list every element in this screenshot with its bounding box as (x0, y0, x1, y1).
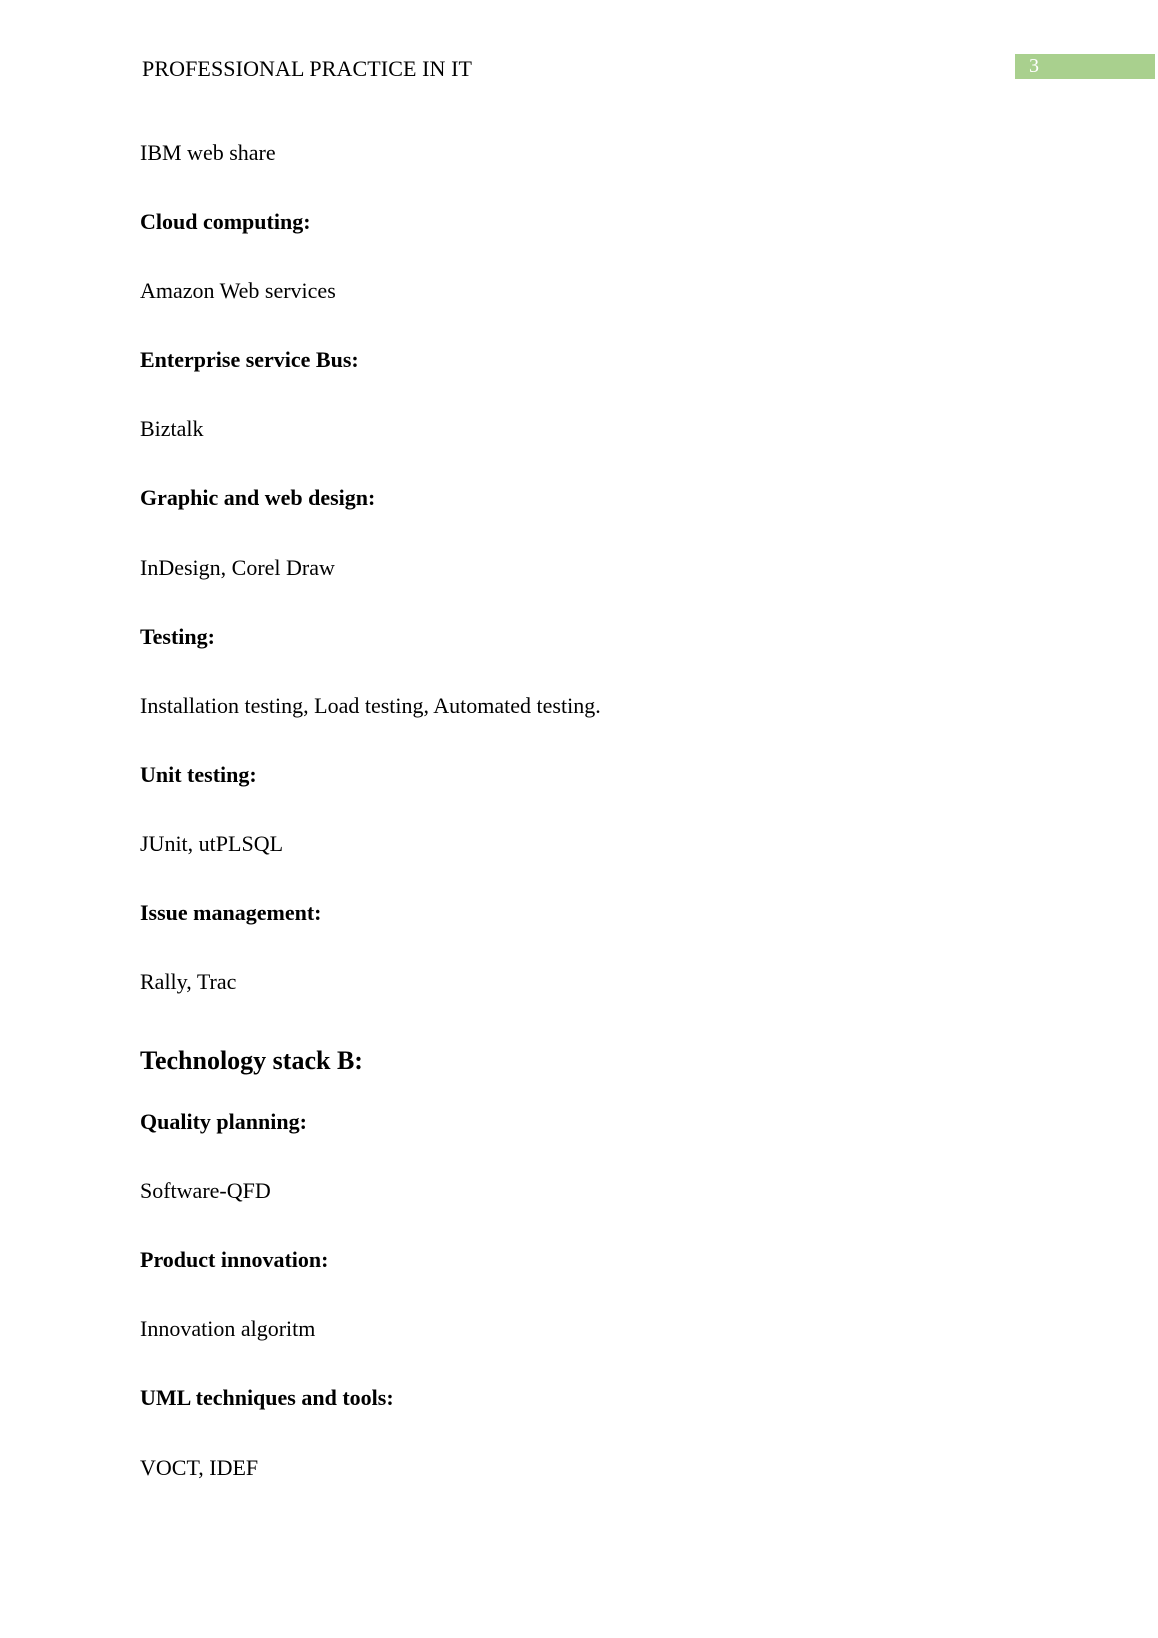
paragraph-software-qfd: Software-QFD (140, 1178, 271, 1203)
paragraph-biztalk: Biztalk (140, 416, 204, 441)
section-label-uml-techniques: UML techniques and tools: (140, 1385, 394, 1410)
section-label-issue-management: Issue management: (140, 900, 322, 925)
paragraph-indesign-corel-draw: InDesign, Corel Draw (140, 555, 335, 580)
paragraph-ibm-web-share: IBM web share (140, 140, 276, 165)
section-label-unit-testing: Unit testing: (140, 762, 257, 787)
page-number: 3 (1015, 54, 1155, 79)
page-header (0, 0, 1158, 100)
heading-technology-stack-b: Technology stack B: (140, 1046, 363, 1075)
running-head: PROFESSIONAL PRACTICE IN IT (142, 56, 473, 81)
section-label-graphic-web-design: Graphic and web design: (140, 485, 376, 510)
paragraph-amazon-web-services: Amazon Web services (140, 278, 336, 303)
section-label-quality-planning: Quality planning: (140, 1109, 307, 1134)
section-label-testing: Testing: (140, 624, 215, 649)
paragraph-voct-idef: VOCT, IDEF (140, 1455, 259, 1480)
section-label-enterprise-service-bus: Enterprise service Bus: (140, 347, 359, 372)
paragraph-testing-types: Installation testing, Load testing, Automated testing. (140, 693, 601, 718)
paragraph-junit-utplsql: JUnit, utPLSQL (140, 831, 284, 856)
paragraph-innovation-algoritm: Innovation algoritm (140, 1316, 316, 1341)
paragraph-rally-trac: Rally, Trac (140, 969, 237, 994)
section-label-product-innovation: Product innovation: (140, 1247, 329, 1272)
section-label-cloud-computing: Cloud computing: (140, 209, 311, 234)
